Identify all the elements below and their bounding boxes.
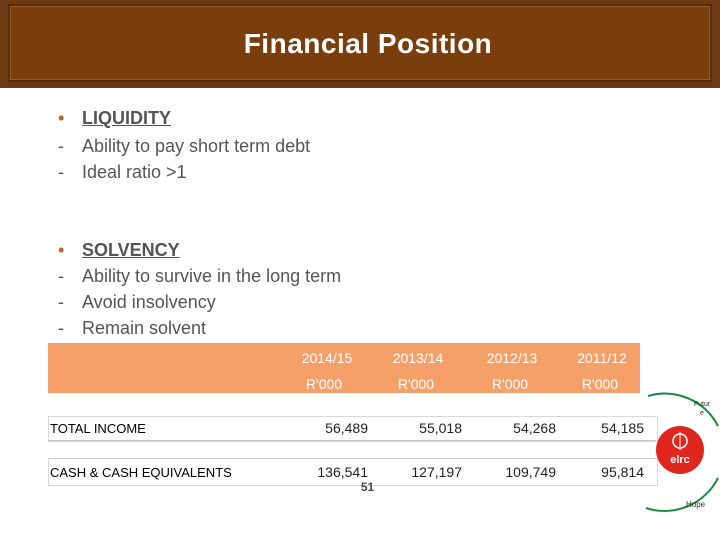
- unit-header: R'000: [305, 376, 343, 392]
- bullet-dot-icon: •: [58, 108, 65, 128]
- table-cell: 56,489: [325, 420, 368, 436]
- liquidity-item-text: Ideal ratio >1: [82, 162, 187, 182]
- row-label: TOTAL INCOME: [50, 421, 146, 436]
- year-header: 2012/13: [486, 350, 538, 366]
- dash-icon: -: [58, 136, 64, 156]
- year-header: 2011/12: [577, 350, 627, 366]
- liquidity-heading: LIQUIDITY: [82, 108, 171, 128]
- slide-title: Financial Position: [243, 28, 493, 59]
- dash-icon: -: [58, 292, 64, 312]
- dash-icon: -: [58, 162, 64, 182]
- table-cell: 136,541: [317, 464, 368, 480]
- logo-hope-text: Hope: [686, 500, 706, 509]
- row-divider: [48, 458, 656, 459]
- unit-header: R'000: [581, 376, 619, 392]
- table-cell: 54,268: [513, 420, 556, 436]
- elrc-logo: [640, 392, 720, 512]
- table-cell: 127,197: [411, 464, 462, 480]
- table-cell: 109,749: [505, 464, 556, 480]
- unit-header: R'000: [397, 376, 435, 392]
- year-header: 2013/14: [392, 350, 444, 366]
- unit-header: R'000: [491, 376, 529, 392]
- row-divider: [48, 440, 656, 441]
- table-cell: 54,185: [601, 420, 644, 436]
- title-panel: [8, 4, 712, 82]
- solvency-item-text: Avoid insolvency: [82, 292, 216, 312]
- dash-icon: -: [58, 266, 64, 286]
- title-bar: [0, 0, 720, 88]
- table-cell: 95,814: [601, 464, 644, 480]
- dash-icon: -: [58, 318, 64, 338]
- solvency-heading: SOLVENCY: [82, 240, 180, 260]
- logo-future-text: Futur e: [693, 401, 711, 417]
- row-label: CASH & CASH EQUIVALENTS: [50, 465, 232, 480]
- liquidity-item-text: Ability to pay short term debt: [82, 136, 311, 156]
- solvency-item-text: Remain solvent: [82, 318, 207, 338]
- logo-brand: elrc: [670, 454, 690, 466]
- year-header: 2014/15: [301, 350, 353, 366]
- table-cell: 55,018: [419, 420, 462, 436]
- bullet-dot-icon: •: [58, 240, 65, 260]
- solvency-item-text: Ability to survive in the long term: [82, 266, 342, 286]
- page-number: 51: [360, 480, 375, 494]
